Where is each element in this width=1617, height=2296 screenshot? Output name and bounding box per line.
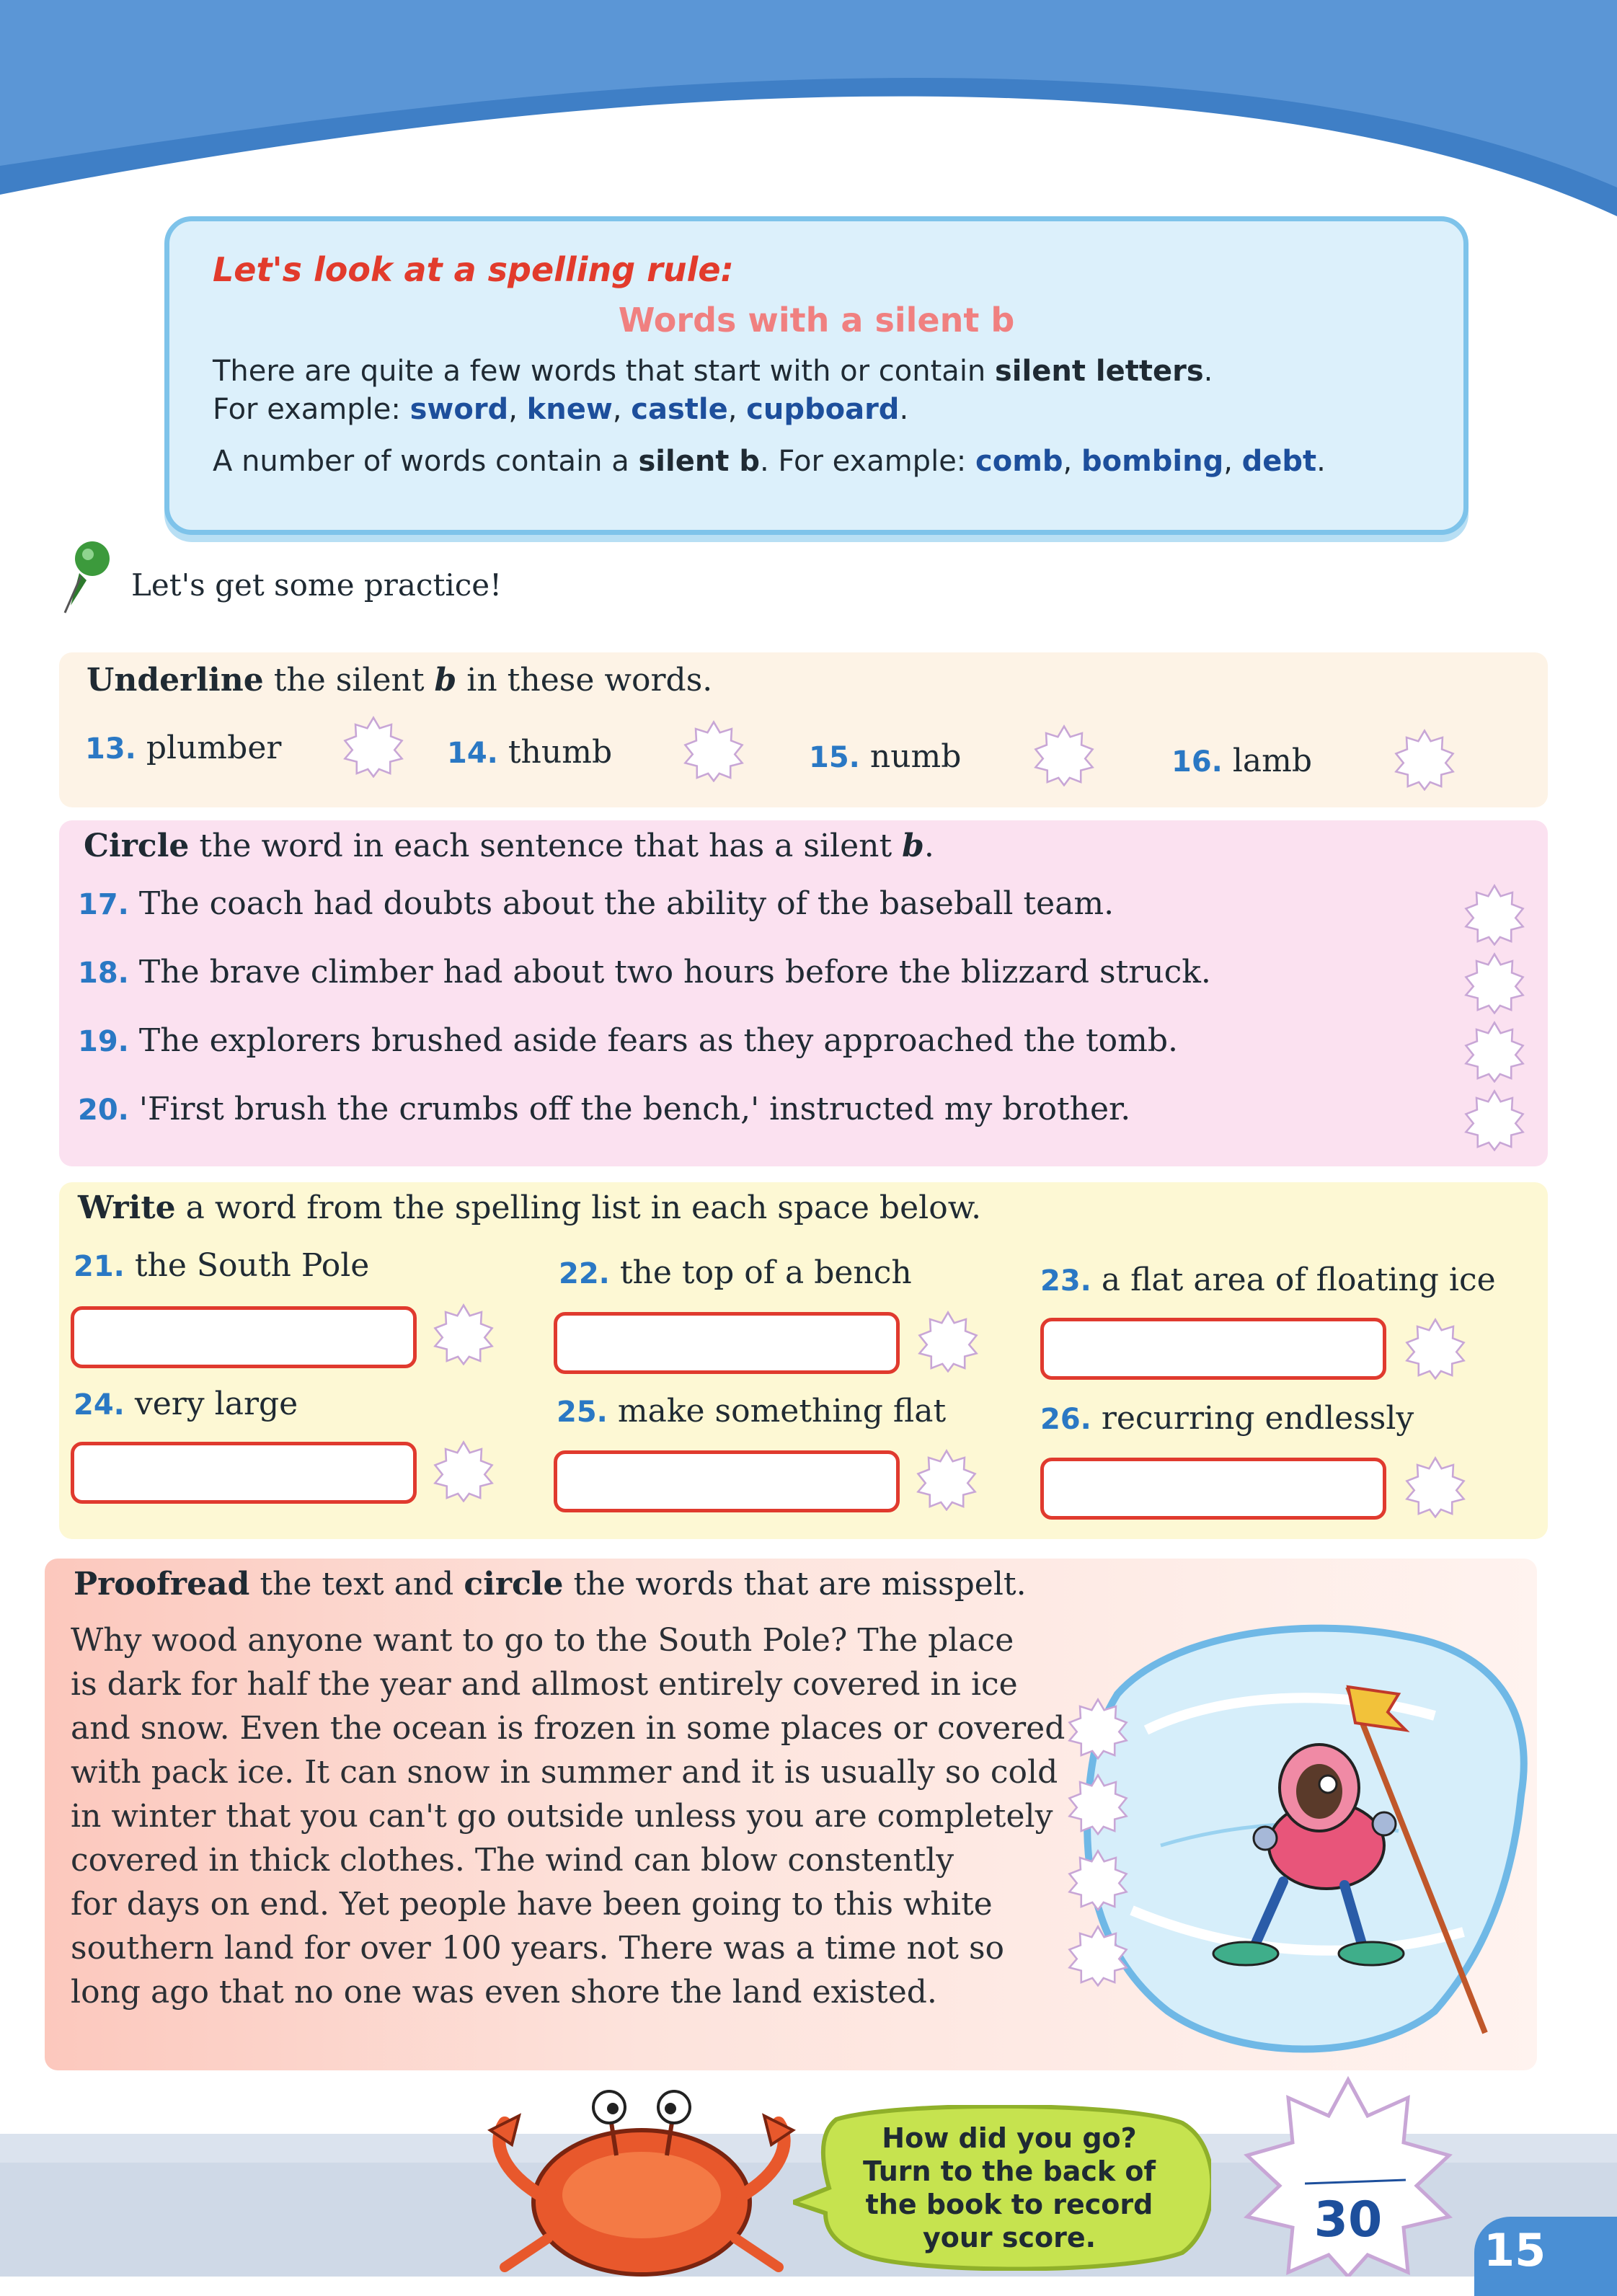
underline-item-16[interactable]: 16. lamb <box>1171 743 1313 779</box>
write-clue-26: 26. recurring endlessly <box>1040 1400 1414 1437</box>
passage-line: southern land for over 100 years. There was a time not so <box>71 1930 1005 1967</box>
rule-line-1: There are quite a few words that start with or contain silent letters. <box>213 355 1213 388</box>
score-star-icon <box>433 1440 495 1502</box>
score-star-icon <box>1067 1849 1129 1911</box>
write-clue-24: 24. very large <box>74 1386 298 1422</box>
spelling-rule-box <box>164 216 1468 535</box>
answer-input-24[interactable] <box>71 1442 417 1504</box>
score-star-icon <box>1067 1773 1129 1835</box>
score-total: 30 <box>1313 2191 1383 2248</box>
write-instruction: Write a word from the spelling list in each space below. <box>78 1189 982 1226</box>
underline-item-14[interactable]: 14. thumb <box>447 734 613 771</box>
passage-line: in winter that you can't go outside unless you are completely <box>71 1798 1053 1835</box>
underline-item-13[interactable]: 13. plumber <box>85 730 282 766</box>
score-star-icon <box>1394 729 1456 791</box>
proofread-passage[interactable] <box>71 1618 1080 2014</box>
circle-sentence-19[interactable]: 19. The explorers brushed aside fears as they approached the tomb. <box>78 1022 1178 1059</box>
score-star-icon <box>917 1311 979 1373</box>
score-star-icon <box>1067 1925 1129 1987</box>
score-star-icon <box>1463 884 1525 946</box>
proofread-instruction: Proofread the text and circle the words that are misspelt. <box>74 1566 1027 1603</box>
passage-line: covered in thick clothes. The wind can blow constently <box>71 1842 954 1879</box>
crab-mascot-illustration <box>461 2087 822 2277</box>
circle-sentence-17[interactable]: 17. The coach had doubts about the ability of the baseball team. <box>78 885 1115 922</box>
passage-line: for days on end. Yet people have been going to this white <box>71 1886 993 1923</box>
circle-sentence-18[interactable]: 18. The brave climber had about two hours before the blizzard struck. <box>78 954 1211 990</box>
score-star-icon <box>683 720 745 782</box>
answer-input-23[interactable] <box>1040 1318 1386 1380</box>
passage-line: Why wood anyone want to go to the South Pole? The place <box>71 1622 1014 1659</box>
practice-label: Let's get some practice! <box>131 567 502 603</box>
score-star-icon <box>1463 1089 1525 1151</box>
rule-line-2: For example: sword, knew, castle, cupboard. <box>213 393 909 426</box>
score-star-icon <box>1033 724 1095 786</box>
passage-line: is dark for half the year and allmost entirely covered in ice <box>71 1666 1018 1703</box>
passage-line: long ago that no one was even shore the land existed. <box>71 1974 937 2011</box>
header-wave <box>0 0 1617 216</box>
page-number: 15 <box>1484 2224 1546 2277</box>
write-clue-22: 22. the top of a bench <box>559 1254 912 1291</box>
passage-line: and snow. Even the ocean is frozen in some places or covered <box>71 1710 1066 1747</box>
underline-instruction: Underline the silent b in these words. <box>87 662 713 699</box>
answer-input-25[interactable] <box>554 1450 900 1512</box>
rule-line-3: A number of words contain a silent b. For example: comb, bombing, debt. <box>213 445 1326 478</box>
answer-input-26[interactable] <box>1040 1458 1386 1520</box>
rule-title: Let's look at a spelling rule: <box>213 250 734 289</box>
circle-instruction: Circle the word in each sentence that has a silent b. <box>84 828 934 864</box>
practice-heading <box>58 537 634 616</box>
score-star-icon <box>1404 1318 1466 1380</box>
rule-subtitle: Words with a silent b <box>618 301 1015 340</box>
score-star-icon <box>433 1303 495 1365</box>
explorer-in-blizzard-illustration <box>1060 1608 1543 2069</box>
write-clue-25: 25. make something flat <box>557 1393 947 1430</box>
passage-line: with pack ice. It can snow in summer and it is usually so cold <box>71 1754 1058 1791</box>
pushpin-icon <box>58 537 123 616</box>
answer-input-21[interactable] <box>71 1306 417 1368</box>
circle-sentence-20[interactable]: 20. 'First brush the crumbs off the bench,' instructed my brother. <box>78 1091 1131 1127</box>
write-clue-23: 23. a flat area of floating ice <box>1040 1262 1496 1298</box>
underline-item-15[interactable]: 15. numb <box>809 738 962 775</box>
answer-input-22[interactable] <box>554 1312 900 1374</box>
score-prompt: How did you go? Turn to the back of the book to record your score. <box>862 2122 1156 2253</box>
score-star-icon <box>1463 952 1525 1014</box>
score-star-icon <box>1067 1698 1129 1760</box>
score-star-icon <box>916 1449 978 1511</box>
write-clue-21: 21. the South Pole <box>74 1247 370 1284</box>
score-star-icon <box>342 716 404 778</box>
score-star-icon <box>1463 1021 1525 1083</box>
score-star-icon <box>1404 1456 1466 1518</box>
